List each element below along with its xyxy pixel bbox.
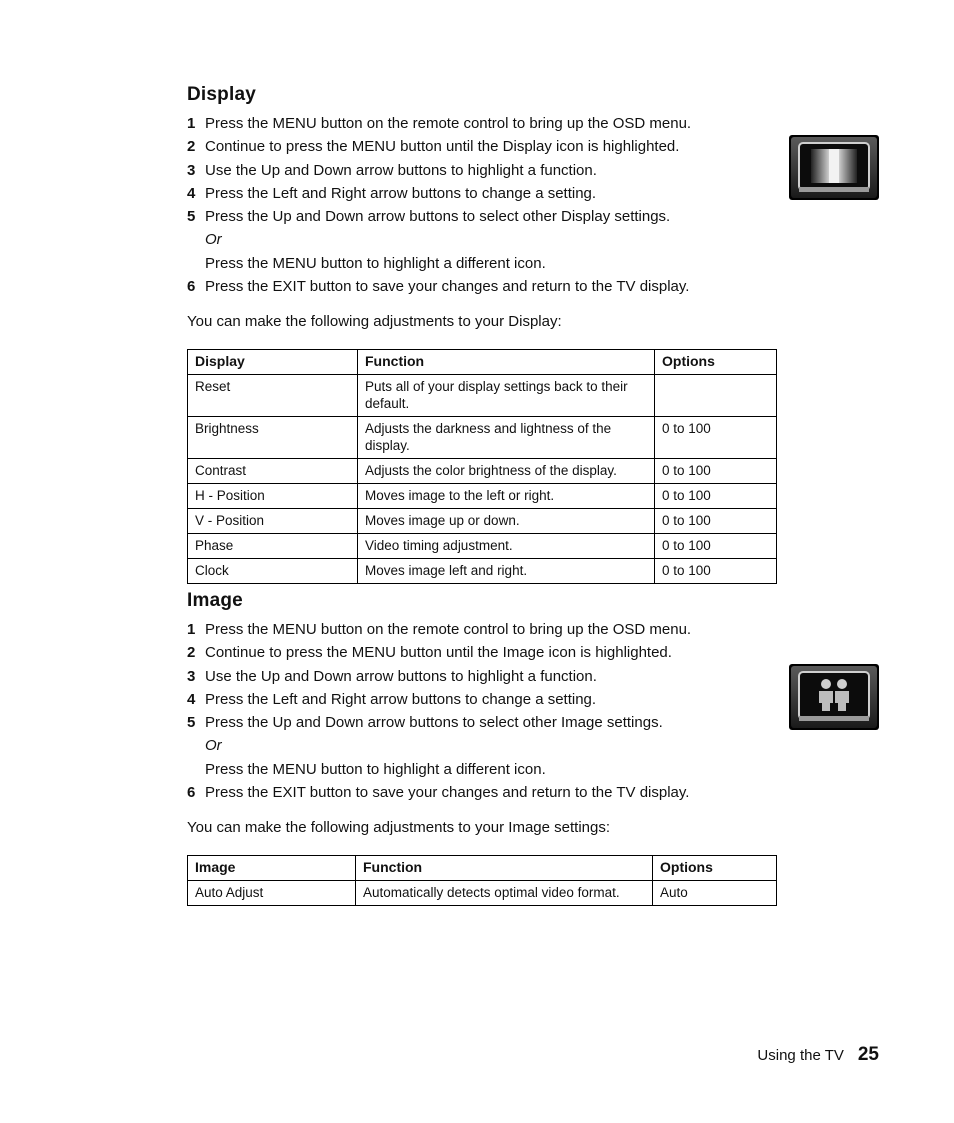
step: 6 Press the EXIT button to save your changes and return to the TV display.	[187, 784, 690, 802]
display-section	[187, 84, 887, 584]
image-section	[187, 590, 887, 906]
step: 1 Press the MENU button on the remote control to bring up the OSD menu.	[187, 115, 692, 132]
display-table	[187, 349, 777, 584]
table-header-row	[188, 350, 777, 375]
table-row	[188, 559, 777, 584]
table-cell: 0 to 100	[655, 484, 777, 509]
image-intro: You can make the following adjustments to your Image settings:	[187, 819, 611, 837]
table-row	[188, 509, 777, 534]
step: 5 Press the Up and Down arrow buttons to select other Image settings.	[187, 714, 663, 732]
table-cell: Adjusts the color brightness of the display.	[358, 459, 655, 484]
step: 2 Continue to press the MENU button until the Image icon is highlighted.	[187, 644, 672, 662]
col-header: Options	[655, 350, 777, 375]
col-header: Options	[653, 856, 777, 881]
image-table	[187, 855, 777, 906]
table-cell: Puts all of your display settings back to their default.	[358, 375, 655, 417]
table-cell	[655, 375, 777, 417]
table-cell: Moves image up or down.	[358, 509, 655, 534]
col-header: Display	[188, 350, 358, 375]
table-cell: Reset	[188, 375, 358, 417]
image-settings-icon	[789, 664, 879, 730]
table-cell: Auto	[653, 881, 777, 906]
table-row	[188, 417, 777, 459]
step-or: Or	[205, 231, 222, 249]
table-cell: Clock	[188, 559, 358, 584]
step: 1 Press the MENU button on the remote control to bring up the OSD menu.	[187, 621, 692, 638]
step: 4 Press the Left and Right arrow buttons to change a setting.	[187, 184, 597, 202]
image-heading: Image	[187, 590, 243, 611]
table-row	[188, 881, 777, 906]
table-cell: 0 to 100	[655, 509, 777, 534]
step: 3 Use the Up and Down arrow buttons to highlight a function.	[187, 161, 597, 179]
display-heading: Display	[187, 84, 256, 105]
table-cell: Video timing adjustment.	[358, 534, 655, 559]
step: 5 Press the Up and Down arrow buttons to select other Display settings.	[187, 208, 671, 226]
table-row	[188, 459, 777, 484]
step: 6 Press the EXIT button to save your changes and return to the TV display.	[187, 278, 690, 296]
table-cell: 0 to 100	[655, 417, 777, 459]
table-cell: Phase	[188, 534, 358, 559]
table-cell: Contrast	[188, 459, 358, 484]
col-header: Function	[356, 856, 653, 881]
page-footer	[757, 1044, 879, 1066]
col-header: Image	[188, 856, 356, 881]
table-cell: Automatically detects optimal video format.	[356, 881, 653, 906]
table-cell: 0 to 100	[655, 534, 777, 559]
step-alt: Press the MENU button to highlight a different icon.	[205, 254, 546, 272]
table-cell: V - Position	[188, 509, 358, 534]
page-number: 25	[857, 1044, 879, 1065]
display-intro: You can make the following adjustments to your Display:	[187, 313, 562, 331]
table-row	[188, 534, 777, 559]
display-steps	[187, 112, 887, 298]
table-cell: H - Position	[188, 484, 358, 509]
col-header: Function	[358, 350, 655, 375]
display-settings-icon	[789, 135, 879, 200]
step-or: Or	[205, 737, 222, 755]
step: 3 Use the Up and Down arrow buttons to highlight a function.	[187, 667, 597, 685]
footer-section: Using the TV	[757, 1047, 844, 1064]
table-cell: 0 to 100	[655, 559, 777, 584]
table-cell: 0 to 100	[655, 459, 777, 484]
table-cell: Auto Adjust	[188, 881, 356, 906]
table-header-row	[188, 856, 777, 881]
table-cell: Moves image left and right.	[358, 559, 655, 584]
step: 2 Continue to press the MENU button until the Display icon is highlighted.	[187, 138, 680, 156]
table-row	[188, 375, 777, 417]
table-cell: Adjusts the darkness and lightness of the display.	[358, 417, 655, 459]
image-steps	[187, 618, 887, 804]
step: 4 Press the Left and Right arrow buttons to change a setting.	[187, 690, 597, 708]
step-alt: Press the MENU button to highlight a different icon.	[205, 760, 546, 778]
table-row	[188, 484, 777, 509]
table-cell: Moves image to the left or right.	[358, 484, 655, 509]
table-cell: Brightness	[188, 417, 358, 459]
